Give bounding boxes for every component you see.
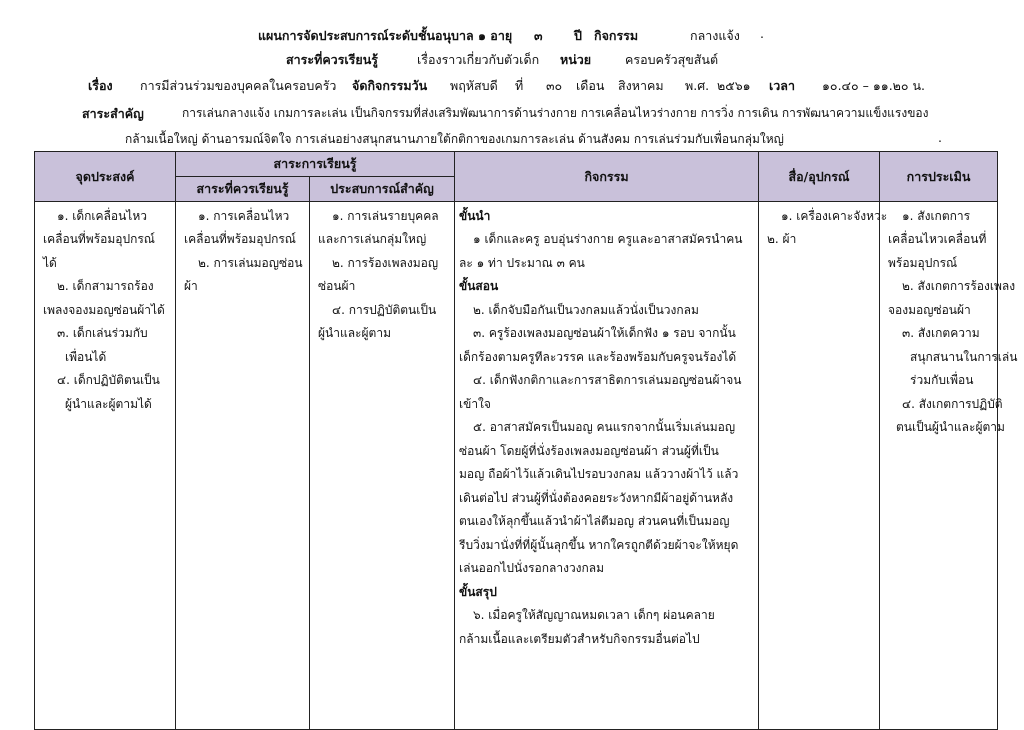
objective-line: ๓. เด็กเล่นร่วมกับ xyxy=(57,326,148,340)
experience-line: ๒. การร้องเพลงมอญ xyxy=(332,255,439,270)
header-objectives: จุดประสงค์ xyxy=(35,152,176,202)
activity-line: มอญ ถือผ้าไว้แล้วเดินไปรอบวงกลม แล้ววางผ้าไว้ แล้ว xyxy=(459,467,739,481)
experience-line: ซ่อนผ้า xyxy=(318,279,356,293)
month-value: สิงหาคม xyxy=(618,78,664,93)
plan-title: แผนการจัดประสบการณ์ระดับชั้นอนุบาล ๑ อายุ xyxy=(258,28,513,43)
month-label: เดือน xyxy=(576,78,605,93)
experience-line: และการเล่นกลุ่มใหญ่ xyxy=(318,232,427,246)
objective-line: เพื่อนได้ xyxy=(65,349,107,364)
content-cell xyxy=(176,201,310,729)
activity-line: เด็กร้องตามครูทีละวรรค และร้องพร้อมกับครูจนร้องได้ xyxy=(459,349,737,364)
activity-line: ตนเองให้ลุกขึ้นแล้วนำผ้าไล่ตีมอญ ส่วนคนที่เป็นมอญ xyxy=(459,514,730,528)
evaluation-line: จองมอญซ่อนผ้า xyxy=(888,302,971,317)
be-label: พ.ศ. xyxy=(685,78,710,93)
evaluation-cell xyxy=(880,201,1018,729)
essence-dot: . xyxy=(938,130,942,145)
day-label: จัดกิจกรรมวัน xyxy=(352,78,428,93)
objective-line: ได้ xyxy=(43,255,57,270)
header-content-to-learn: สาระที่ควรเรียนรู้ xyxy=(176,177,310,202)
experience-line: ๔. การปฏิบัติตนเป็น xyxy=(332,302,437,317)
objective-line: เคลื่อนที่พร้อมอุปกรณ์ xyxy=(43,232,155,246)
essence-text: การเล่นกลางแจ้ง เกมการละเล่น เป็นกิจกรรมที่ส่งเสริมพัฒนาการด้านร่างกาย การเคลื่อนไหวร่างกาย การวิ่ง การเดิน การพัฒนาความแข็งแรงของ xyxy=(182,106,929,120)
header-key-experience: ประสบการณ์สำคัญ xyxy=(310,177,455,202)
activity-line: กล้ามเนื้อและเตรียมตัวสำหรับกิจกรรมอื่นต่อไป xyxy=(459,631,700,646)
content-label: สาระที่ควรเรียนรู้ xyxy=(286,52,378,67)
evaluation-line: สนุกสนานในการเล่น xyxy=(910,349,1018,364)
evaluation-line: ๓. สังเกตความ xyxy=(902,326,980,340)
evaluation-line: ตนเป็นผู้นำและผู้ตาม xyxy=(896,420,1005,434)
activity-dot: . xyxy=(760,26,764,41)
essence-label: สาระสำคัญ xyxy=(82,106,144,121)
activity-line: ๑ เด็กและครู อบอุ่นร่างกาย ครูและอาสาสมัครนำคน xyxy=(473,232,743,246)
header-learning-content: สาระการเรียนรู้ xyxy=(176,152,455,177)
experience-line: ผู้นำและผู้ตาม xyxy=(318,326,391,340)
plan-table xyxy=(34,151,1018,730)
unit-label: หน่วย xyxy=(560,52,592,67)
essence-text-cont: กล้ามเนื้อใหญ่ ด้านอารมณ์จิตใจ การเล่นอย่างสนุกสนานภายใต้กติกาของเกมการละเล่น ด้านสังคม การเล่นร่วมกับเพื่อนกลุ่มใหญ่ xyxy=(125,132,784,146)
steps-title: ขั้นสอน xyxy=(459,279,499,293)
activity-line: เข้าใจ xyxy=(459,396,491,411)
content-line: ๒. การเล่นมอญซ่อน xyxy=(198,255,303,270)
evaluation-line: ๔. สังเกตการปฏิบัติ xyxy=(902,396,1003,411)
time-label: เวลา xyxy=(769,78,795,93)
time-value: ๑๐.๔๐ – ๑๑.๒๐ น. xyxy=(822,78,926,93)
objective-line: เพลงจองมอญซ่อนผ้าได้ xyxy=(43,302,165,317)
activity-value: กลางแจ้ง xyxy=(690,28,740,43)
activity-line: ซ่อนผ้า โดยผู้ที่นั่งร้องเพลงมอญซ่อนผ้า ส่วนผู้ที่เป็น xyxy=(459,443,719,458)
topic-value: การมีส่วนร่วมของบุคคลในครอบครัว xyxy=(140,78,337,93)
activity-line: เล่นออกไปนั่งรอกลางวงกลม xyxy=(459,561,605,575)
content-value: เรื่องราวเกี่ยวกับตัวเด็ก xyxy=(417,52,540,67)
evaluation-line: ๒. สังเกตการร้องเพลง xyxy=(902,279,1016,293)
media-cell xyxy=(759,201,888,729)
summary-title: ขั้นสรุป xyxy=(459,584,497,599)
evaluation-line: ร่วมกับเพื่อน xyxy=(910,373,974,387)
evaluation-line: ๑. สังเกตการ xyxy=(902,208,971,223)
objective-line: ๒. เด็กสามารถร้อง xyxy=(57,279,154,293)
objective-line: ผู้นำและผู้ตามได้ xyxy=(65,396,152,411)
be-value: ๒๕๖๑ xyxy=(717,78,751,93)
activity-line: รีบวิ่งมานั่งที่ที่ผู้นั้นลุกขึ้น หากใครถูกตีด้วยผ้าจะให้หยุด xyxy=(459,537,739,552)
activities-cell xyxy=(455,201,759,729)
age-unit: ปี xyxy=(574,28,582,43)
content-line: เคลื่อนที่พร้อมอุปกรณ์ xyxy=(184,232,296,246)
header-activities: กิจกรรม xyxy=(455,152,759,202)
date-label: ที่ xyxy=(515,78,524,93)
activity-line: ๖. เมื่อครูให้สัญญาณหมดเวลา เด็กๆ ผ่อนคลาย xyxy=(473,608,715,622)
experience-cell xyxy=(310,201,455,729)
day-value: พฤหัสบดี xyxy=(450,78,498,93)
media-line: ๒. ผ้า xyxy=(767,232,797,246)
activity-label: กิจกรรม xyxy=(594,28,639,43)
header-media: สื่อ/อุปกรณ์ xyxy=(759,152,880,202)
activity-line: ๒. เด็กจับมือกันเป็นวงกลมแล้วนั่งเป็นวงกลม xyxy=(473,302,699,317)
objective-line: ๑. เด็กเคลื่อนไหว xyxy=(57,208,147,223)
activity-line: ๕. อาสาสมัครเป็นมอญ คนแรกจากนั้นเริ่มเล่นมอญ xyxy=(473,420,736,434)
activity-line: เดินต่อไป ส่วนผู้ที่นั่งต้องคอยระวังหากมีผ้าอยู่ด้านหลัง xyxy=(459,490,734,505)
intro-title: ขั้นนำ xyxy=(459,208,491,223)
objectives-cell xyxy=(35,201,176,729)
topic-label: เรื่อง xyxy=(88,78,113,93)
experience-line: ๑. การเล่นรายบุคคล xyxy=(332,208,439,223)
content-line: ๑. การเคลื่อนไหว xyxy=(198,208,290,223)
unit-value: ครอบครัวสุขสันต์ xyxy=(625,52,719,67)
evaluation-line: เคลื่อนไหวเคลื่อนที่ xyxy=(888,232,987,246)
media-line: ๑. เครื่องเคาะจังหวะ xyxy=(781,208,888,223)
date-value: ๓๐ xyxy=(546,78,563,93)
evaluation-line: พร้อมอุปกรณ์ xyxy=(888,255,958,270)
activity-line: ละ ๑ ท่า ประมาณ ๓ คน xyxy=(459,255,585,270)
objective-line: ๔. เด็กปฏิบัติตนเป็น xyxy=(57,373,160,387)
content-line: ผ้า xyxy=(184,279,198,293)
age-value: ๓ xyxy=(534,28,543,43)
activity-line: ๓. ครูร้องเพลงมอญซ่อนผ้าให้เด็กฟัง ๑ รอบ จากนั้น xyxy=(473,326,736,340)
header-evaluation: การประเมิน xyxy=(880,152,998,202)
activity-line: ๔. เด็กฟังกติกาและการสาธิตการเล่นมอญซ่อนผ้าจน xyxy=(473,373,742,387)
